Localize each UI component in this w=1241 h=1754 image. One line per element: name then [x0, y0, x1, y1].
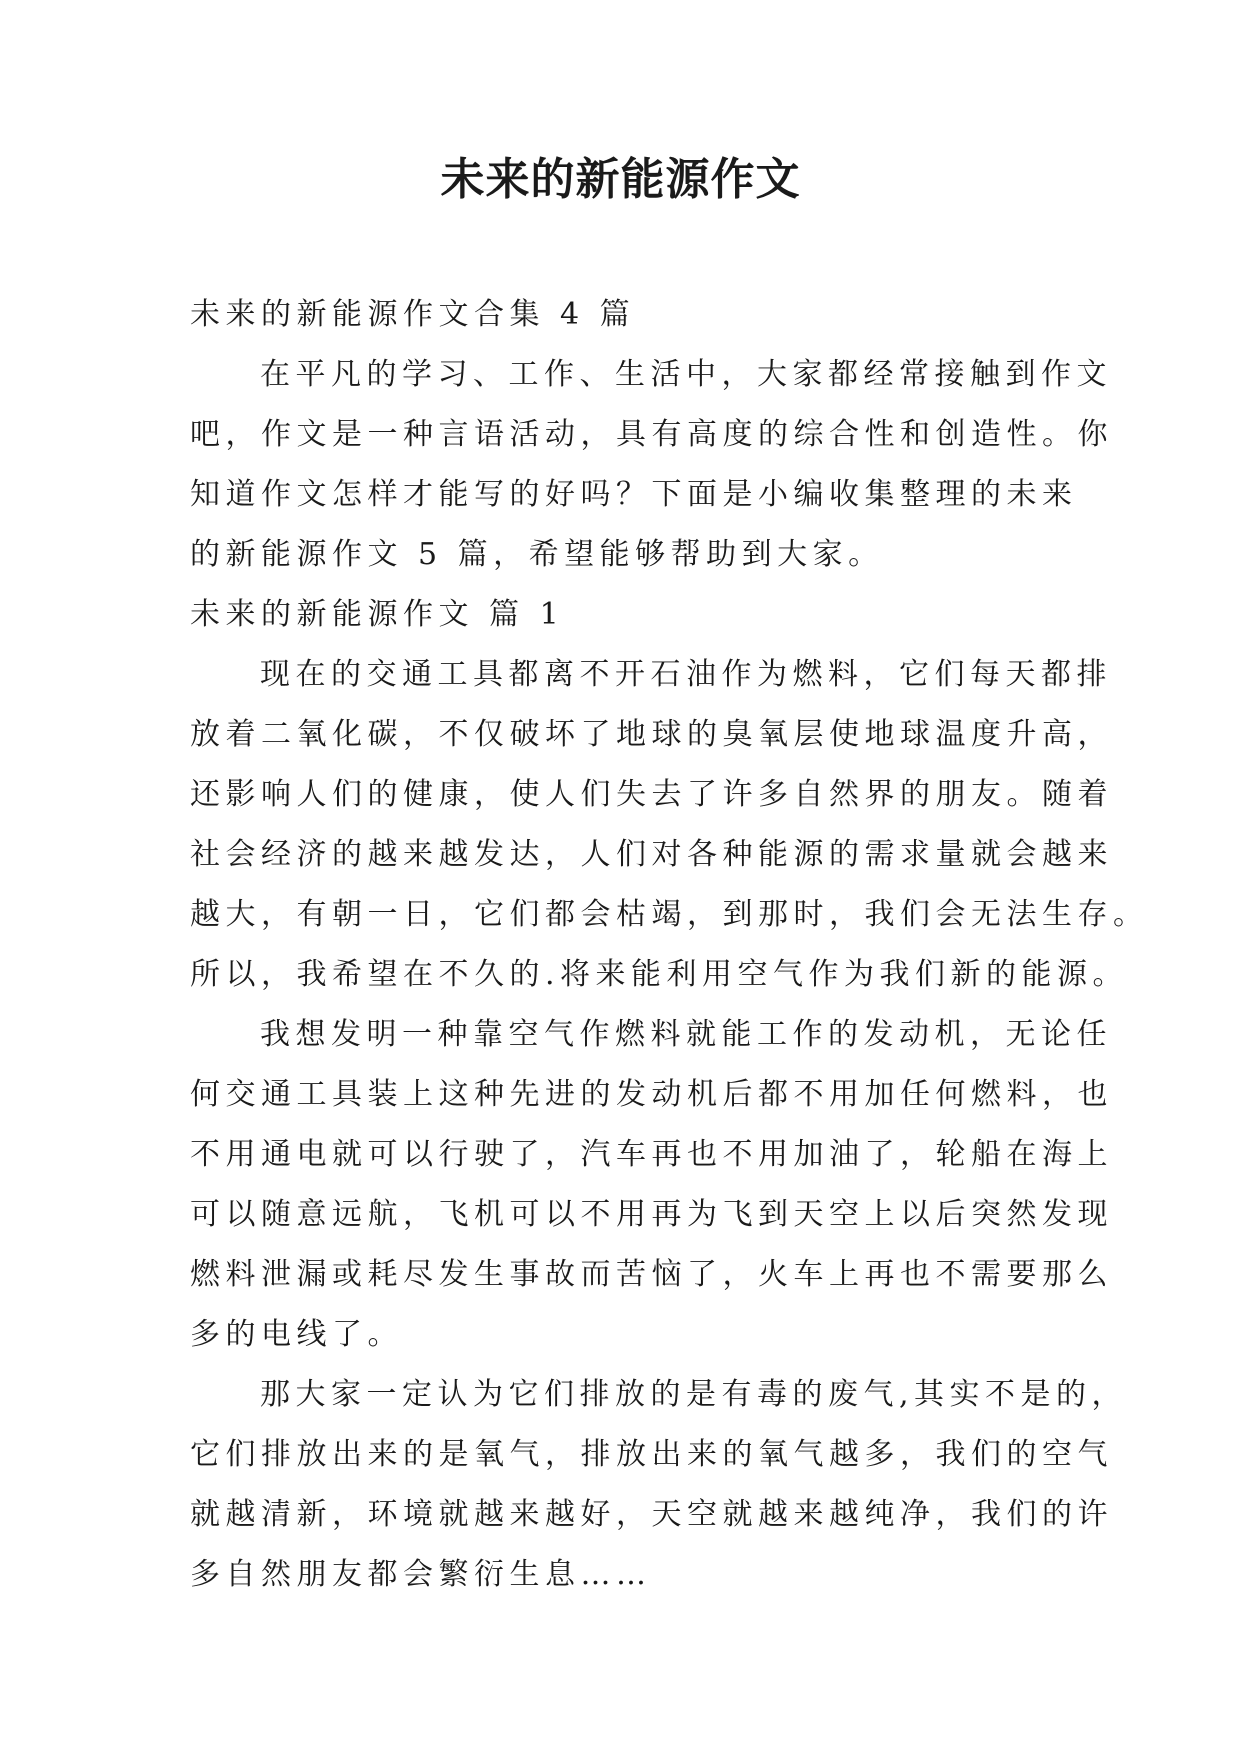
page-title: 未来的新能源作文	[440, 154, 801, 205]
text-line: 放着二氧化碳，不仅破坏了地球的臭氧层使地球温度升高，	[190, 717, 1113, 752]
text-line: 在平凡的学习、工作、生活中，大家都经常接触到作文	[260, 357, 1112, 392]
text-line: 多的电线了。	[190, 1317, 403, 1352]
text-line: 知道作文怎样才能写的好吗？下面是小编收集整理的未来	[190, 477, 1078, 512]
text-line: 未来的新能源作文合集 4 篇	[190, 297, 636, 332]
text-line: 何交通工具装上这种先进的发动机后都不用加任何燃料，也	[190, 1077, 1113, 1112]
text-line: 未来的新能源作文 篇 1	[190, 597, 565, 632]
text-line: 吧，作文是一种言语活动，具有高度的综合性和创造性。你	[190, 417, 1113, 452]
text-line: 可以随意远航，飞机可以不用再为飞到天空上以后突然发现	[190, 1197, 1113, 1232]
text-line: 那大家一定认为它们排放的是有毒的废气,其实不是的，	[260, 1377, 1128, 1412]
text-line: 越大，有朝一日，它们都会枯竭，到那时，我们会无法生存。	[190, 897, 1149, 932]
text-line: 它们排放出来的是氧气，排放出来的氧气越多，我们的空气	[190, 1437, 1113, 1472]
text-line: 不用通电就可以行驶了，汽车再也不用加油了，轮船在海上	[190, 1137, 1113, 1172]
text-line: 现在的交通工具都离不开石油作为燃料，它们每天都排	[260, 657, 1112, 692]
text-line: 燃料泄漏或耗尽发生事故而苦恼了，火车上再也不需要那么	[190, 1257, 1113, 1292]
text-line: 所以，我希望在不久的.将来能利用空气作为我们新的能源。	[190, 957, 1129, 992]
text-line: 就越清新，环境就越来越好，天空就越来越纯净，我们的许	[190, 1497, 1113, 1532]
text-line: 还影响人们的健康，使人们失去了许多自然界的朋友。随着	[190, 777, 1113, 812]
document-body	[190, 285, 1149, 1605]
text-line: 的新能源作文 5 篇，希望能够帮助到大家。	[190, 537, 884, 572]
text-line: 社会经济的越来越发达，人们对各种能源的需求量就会越来	[190, 837, 1113, 872]
text-line: 我想发明一种靠空气作燃料就能工作的发动机，无论任	[260, 1017, 1112, 1052]
text-line: 多自然朋友都会繁衍生息……	[190, 1557, 652, 1592]
